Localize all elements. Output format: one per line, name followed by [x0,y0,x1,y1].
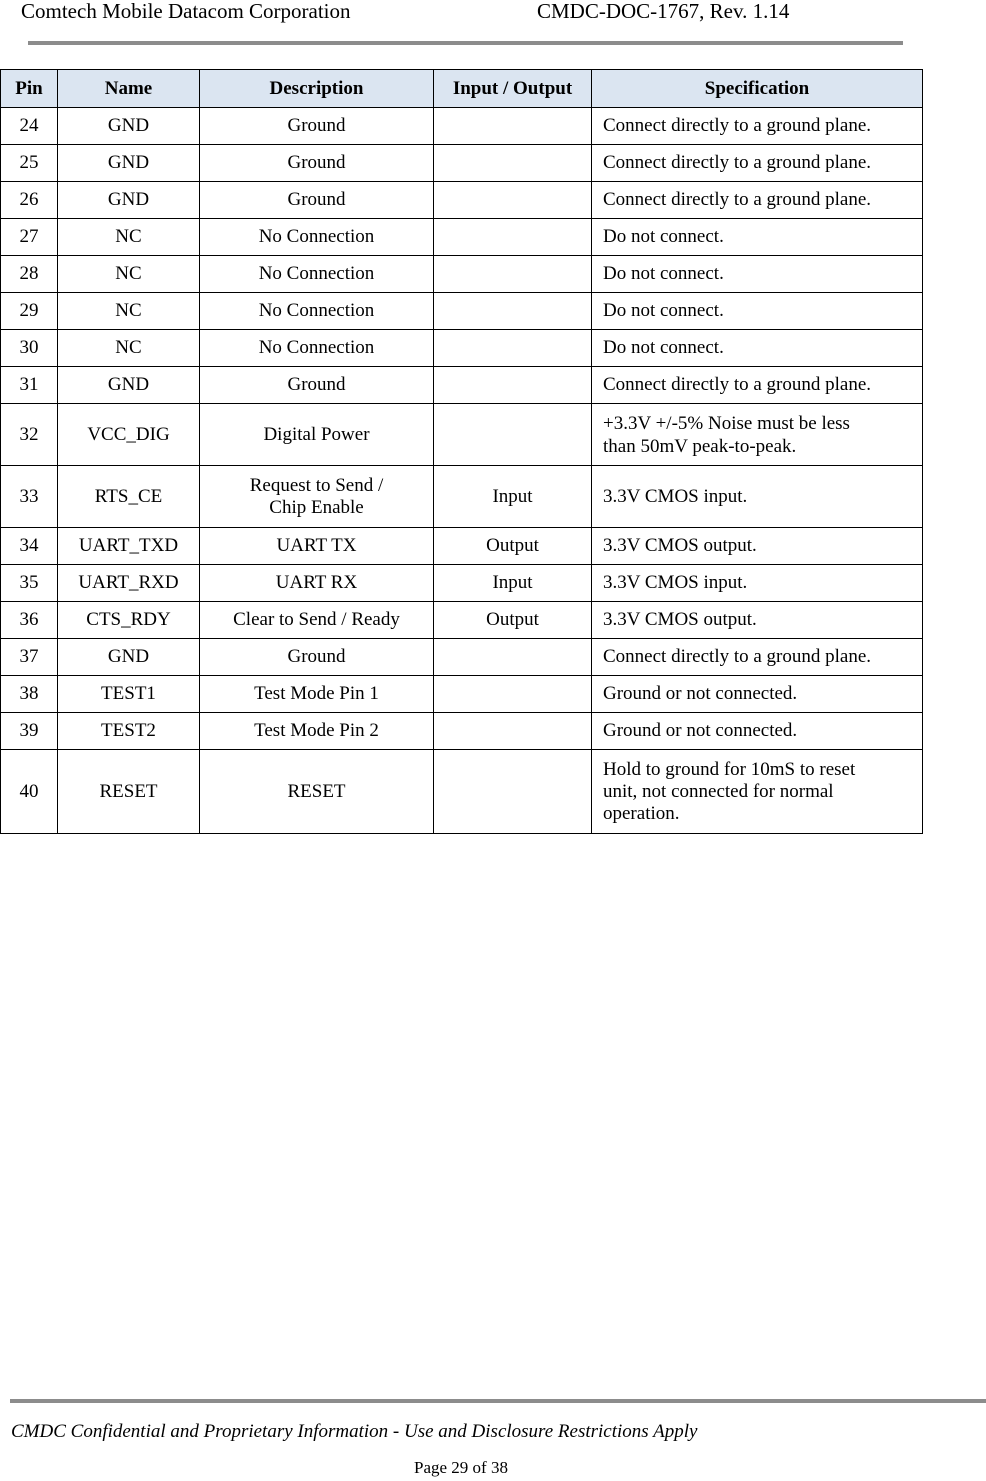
table-row [1,404,923,466]
spec-cell: Do not connect. [592,219,923,256]
name-cell: VCC_DIG [58,404,200,466]
header-doc-id: CMDC-DOC-1767, Rev. 1.14 [537,0,790,23]
name-cell: NC [58,293,200,330]
table-row [1,330,923,367]
pin-cell: 30 [1,330,58,367]
table-row [1,639,923,676]
description-line: Chip Enable [269,496,364,518]
table-row [1,293,923,330]
spec-cell: Do not connect. [592,256,923,293]
spec-cell: Connect directly to a ground plane. [592,145,923,182]
pin-cell: 26 [1,182,58,219]
spec-cell: Do not connect. [592,293,923,330]
description-cell: Ground [200,367,434,404]
name-cell: GND [58,639,200,676]
io-cell: Output [434,602,592,639]
description-cell: UART RX [200,565,434,602]
spec-line: than 50mV peak-to-peak. [603,435,797,457]
pin-cell: 39 [1,713,58,750]
pin-cell: 31 [1,367,58,404]
io-cell [434,404,592,466]
column-header-description: Description [200,70,434,108]
name-cell: UART_RXD [58,565,200,602]
name-cell: GND [58,182,200,219]
name-cell: UART_TXD [58,528,200,565]
spec-cell: 3.3V CMOS input. [592,466,923,528]
description-cell [200,466,434,528]
page-number: Page 29 of 38 [414,1458,508,1477]
table-row [1,219,923,256]
header-rule [28,41,903,45]
table-row [1,750,923,834]
spec-line: operation. [603,802,680,824]
table-row [1,602,923,639]
io-cell [434,367,592,404]
table-row [1,466,923,528]
spec-cell: Ground or not connected. [592,676,923,713]
name-cell: TEST1 [58,676,200,713]
description-cell: RESET [200,750,434,834]
io-cell [434,219,592,256]
spec-line: unit, not connected for normal [603,780,834,802]
name-cell: NC [58,256,200,293]
pin-cell: 29 [1,293,58,330]
spec-cell: Connect directly to a ground plane. [592,108,923,145]
spec-cell: Connect directly to a ground plane. [592,182,923,219]
footer-notice: CMDC Confidential and Proprietary Information - Use and Disclosure Restrictions Apply [11,1421,698,1442]
name-cell: TEST2 [58,713,200,750]
spec-cell: Do not connect. [592,330,923,367]
spec-cell: Ground or not connected. [592,713,923,750]
header-company: Comtech Mobile Datacom Corporation [21,0,351,23]
description-cell: No Connection [200,330,434,367]
column-header-pin: Pin [1,70,58,108]
pin-cell: 25 [1,145,58,182]
table-header-row [1,70,923,108]
pin-cell: 24 [1,108,58,145]
description-cell: No Connection [200,256,434,293]
name-cell: GND [58,108,200,145]
description-cell: Test Mode Pin 1 [200,676,434,713]
pin-cell: 36 [1,602,58,639]
pin-table [0,69,923,834]
spec-line: +3.3V +/-5% Noise must be less [603,412,850,434]
pin-cell: 28 [1,256,58,293]
io-cell [434,182,592,219]
description-cell: UART TX [200,528,434,565]
name-cell: NC [58,330,200,367]
name-cell: GND [58,367,200,404]
spec-cell: Connect directly to a ground plane. [592,367,923,404]
io-cell [434,639,592,676]
io-cell [434,330,592,367]
spec-cell: 3.3V CMOS output. [592,602,923,639]
description-cell: No Connection [200,293,434,330]
description-cell: Digital Power [200,404,434,466]
io-cell: Input [434,466,592,528]
pin-cell: 40 [1,750,58,834]
spec-cell: 3.3V CMOS output. [592,528,923,565]
table-row [1,367,923,404]
name-cell: RESET [58,750,200,834]
table-row [1,565,923,602]
description-cell: Ground [200,182,434,219]
name-cell: RTS_CE [58,466,200,528]
io-cell [434,676,592,713]
io-cell [434,145,592,182]
name-cell: NC [58,219,200,256]
description-cell: No Connection [200,219,434,256]
pin-cell: 35 [1,565,58,602]
pin-cell: 34 [1,528,58,565]
name-cell: GND [58,145,200,182]
pin-cell: 37 [1,639,58,676]
column-header-name: Name [58,70,200,108]
io-cell [434,108,592,145]
pin-cell: 33 [1,466,58,528]
name-cell: CTS_RDY [58,602,200,639]
column-header-specification: Specification [592,70,923,108]
spec-cell: Connect directly to a ground plane. [592,639,923,676]
spec-cell [592,404,923,466]
spec-cell [592,750,923,834]
pin-cell: 38 [1,676,58,713]
table-row [1,145,923,182]
pin-cell: 27 [1,219,58,256]
table-row [1,713,923,750]
description-cell: Ground [200,108,434,145]
footer-rule [10,1399,986,1403]
io-cell: Output [434,528,592,565]
description-cell: Test Mode Pin 2 [200,713,434,750]
io-cell: Input [434,565,592,602]
table-row [1,182,923,219]
table-row [1,528,923,565]
io-cell [434,256,592,293]
io-cell [434,713,592,750]
table-row [1,256,923,293]
spec-line: Hold to ground for 10mS to reset [603,758,856,780]
description-cell: Ground [200,639,434,676]
description-cell: Clear to Send / Ready [200,602,434,639]
description-cell: Ground [200,145,434,182]
pin-cell: 32 [1,404,58,466]
io-cell [434,750,592,834]
table-row [1,108,923,145]
table-row [1,676,923,713]
description-line: Request to Send / [249,474,384,496]
io-cell [434,293,592,330]
spec-cell: 3.3V CMOS input. [592,565,923,602]
column-header-io: Input / Output [434,70,592,108]
